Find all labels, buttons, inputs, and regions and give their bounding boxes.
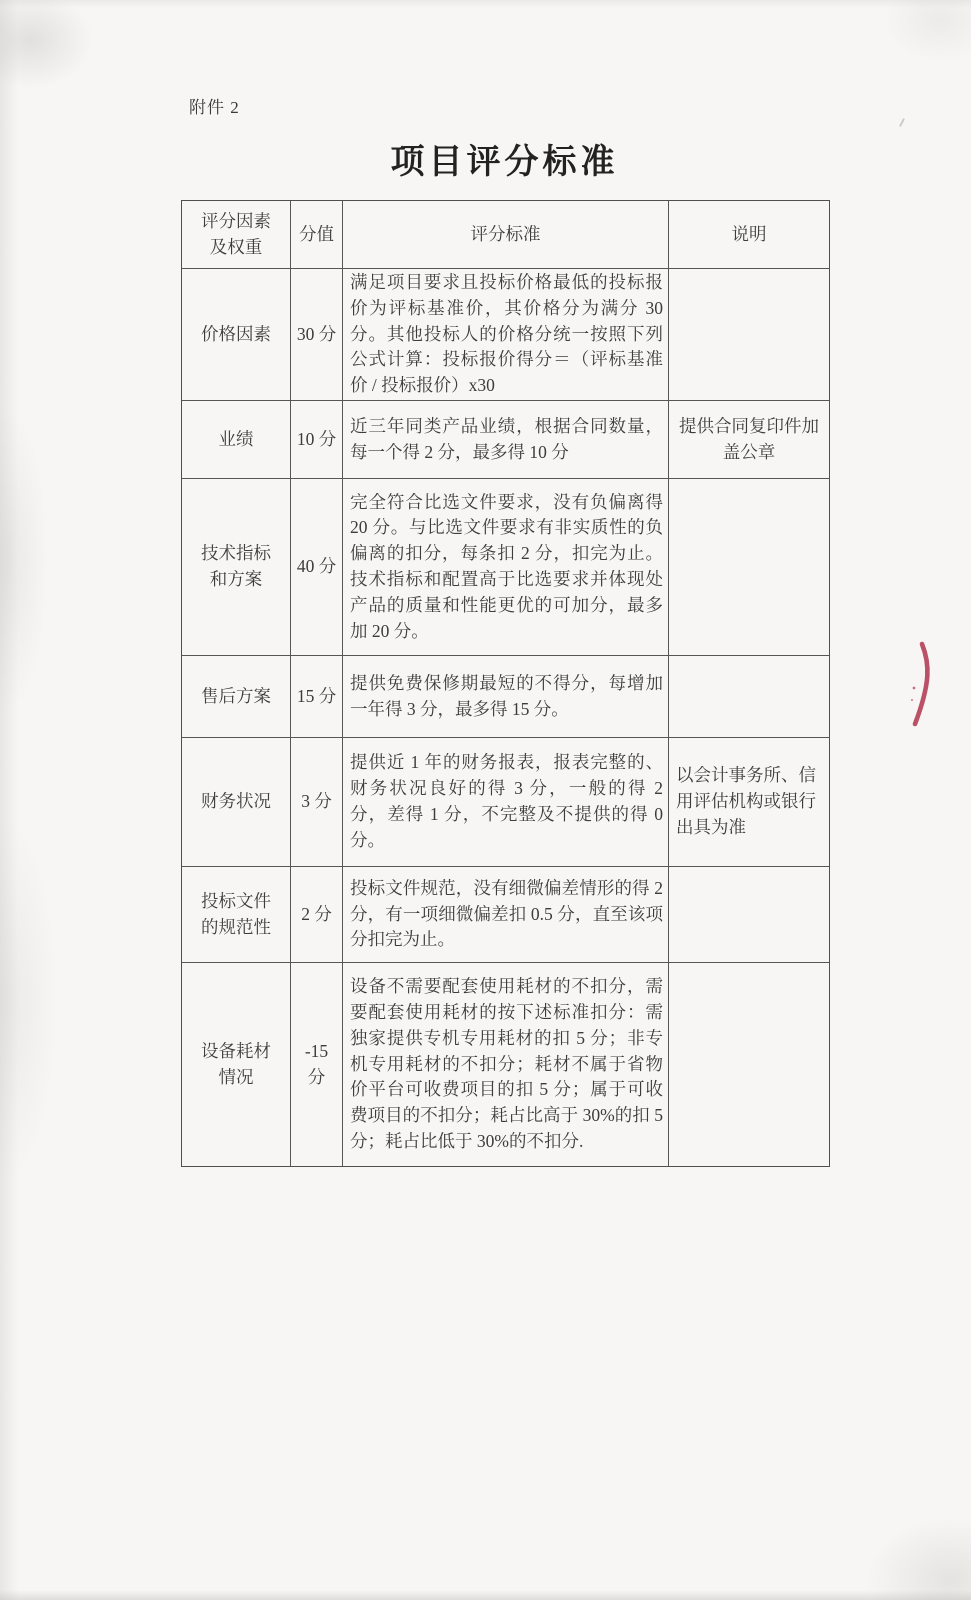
header-criteria: 评分标准 bbox=[343, 201, 669, 269]
cell-score: 10 分 bbox=[291, 401, 343, 479]
page-title: 项目评分标准 bbox=[390, 144, 619, 181]
cell-note bbox=[669, 963, 829, 1166]
cell-note: 提供合同复印件加盖公章 bbox=[669, 401, 829, 479]
cell-score: 40 分 bbox=[291, 479, 343, 656]
cell-criteria: 提供免费保修期最短的不得分，每增加一年得 3 分，最多得 15 分。 bbox=[343, 656, 669, 738]
cell-score: 2 分 bbox=[291, 867, 343, 963]
cell-factor: 价格因素 bbox=[182, 269, 291, 401]
cell-criteria: 设备不需要配套使用耗材的不扣分，需要配套使用耗材的按下述标准扣分：需独家提供专机专用耗材的扣 5 分；非专机专用耗材的不扣分；耗材不属于省物价平台可收费项目的扣 5 分；属于可收费项目的不扣分；耗占比高于 30%的扣 5 分；耗占比低于 30%的不扣分. bbox=[343, 963, 669, 1166]
cell-criteria: 投标文件规范，没有细微偏差情形的得 2 分，有一项细微偏差扣 0.5 分，直至该项分扣完为止。 bbox=[343, 867, 669, 963]
cell-note: 以会计事务所、信用评估机构或银行出具为准 bbox=[669, 738, 829, 867]
cell-criteria: 满足项目要求且投标价格最低的投标报价为评标基准价，其价格分为满分 30 分。其他投标人的价格分统一按照下列公式计算：投标报价得分＝（评标基准价 / 投标报价）x30 bbox=[343, 269, 669, 401]
cell-criteria: 提供近 1 年的财务报表，报表完整的、财务状况良好的得 3 分，一般的得 2 分，差得 1 分，不完整及不提供的得 0 分。 bbox=[343, 738, 669, 867]
cell-score: 30 分 bbox=[291, 269, 343, 401]
cell-factor: 设备耗材情况 bbox=[182, 963, 291, 1166]
cell-note bbox=[669, 656, 829, 738]
header-score: 分值 bbox=[291, 201, 343, 269]
attachment-label: 附件 2 bbox=[189, 98, 240, 117]
cell-note bbox=[669, 867, 829, 963]
cell-criteria: 近三年同类产品业绩，根据合同数量，每一个得 2 分，最多得 10 分 bbox=[343, 401, 669, 479]
cell-score: 3 分 bbox=[291, 738, 343, 867]
cell-factor: 投标文件的规范性 bbox=[182, 867, 291, 963]
cell-factor: 技术指标和方案 bbox=[182, 479, 291, 656]
scan-speck bbox=[899, 118, 905, 127]
cell-criteria: 完全符合比选文件要求，没有负偏离得 20 分。与比选文件要求有非实质性的负偏离的扣分，每条扣 2 分，扣完为止。技术指标和配置高于比选要求并体现处产品的质量和性能更优的可加分，最多加 20 分。 bbox=[343, 479, 669, 656]
cell-factor: 售后方案 bbox=[182, 656, 291, 738]
cell-score: -15 分 bbox=[291, 963, 343, 1166]
red-pen-mark bbox=[903, 638, 939, 730]
header-factor: 评分因素及权重 bbox=[182, 201, 291, 269]
cell-score: 15 分 bbox=[291, 656, 343, 738]
header-note: 说明 bbox=[669, 201, 829, 269]
cell-factor: 财务状况 bbox=[182, 738, 291, 867]
cell-note bbox=[669, 479, 829, 656]
cell-note bbox=[669, 269, 829, 401]
cell-factor: 业绩 bbox=[182, 401, 291, 479]
scoring-table bbox=[181, 200, 830, 1167]
